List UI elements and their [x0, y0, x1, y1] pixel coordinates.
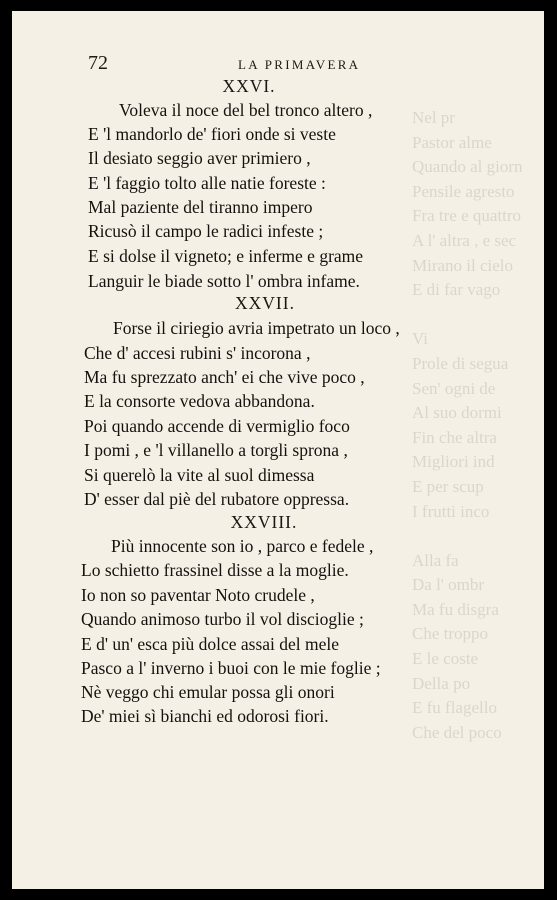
running-head — [88, 52, 528, 74]
verse-line: E d' un' esca più dolce assai del mele — [81, 634, 340, 654]
book-page — [12, 11, 544, 889]
verse-line: Io non so paventar Noto crudele , — [81, 585, 315, 605]
page-number: 72 — [88, 52, 108, 74]
verse-line: Pasco a l' inverno i buoi con le mie foglie ; — [81, 658, 381, 678]
stanza-number: XXVIII. — [230, 512, 298, 532]
running-title: LA PRIMAVERA — [238, 57, 361, 72]
verse-line: Quando animoso turbo il vol discioglie ; — [81, 609, 364, 629]
verse-line: De' miei sì bianchi ed odorosi fiori. — [81, 706, 329, 726]
verse-line: E la consorte vedova abbandona. — [84, 391, 315, 411]
verse-line: I pomi , e 'l villanello a torgli sprona , — [84, 440, 348, 460]
verse-line: Mal paziente del tiranno impero — [88, 197, 313, 217]
verse-line: Languir le biade sotto l' ombra infame. — [88, 271, 360, 291]
verse-line: Si querelò la vite al suol dimessa — [84, 465, 315, 485]
verse-line: E 'l mandorlo de' fiori onde si veste — [88, 124, 336, 144]
verse-line: D' esser dal piè del rubatore oppressa. — [84, 489, 350, 509]
verse-line: Ma fu sprezzato anch' ei che vive poco , — [84, 367, 365, 387]
verse-line: Che d' accesi rubini s' incorona , — [84, 343, 311, 363]
stanza-number: XXVII. — [235, 293, 295, 313]
verse-line: Il desiato seggio aver primiero , — [88, 148, 311, 168]
verse-line: Voleva il noce del bel tronco altero , — [119, 100, 373, 120]
stanza-number: XXVI. — [222, 76, 276, 96]
verse-line: E 'l faggio tolto alle natie foreste : — [88, 173, 326, 193]
verse-line: E si dolse il vigneto; e inferme e grame — [88, 246, 364, 266]
show-through-text: Nel pr Pastor alme Quando al giorn Pensile agresto Fra tre e quattro A l' altra , e sec Mirano il cielo E di far vago Vi Prole di segua Sen' ogni de Al suo dormi Fin che altra Migliori ind E per scup I frutti inco Alla fa Da l' ombr Ma fu disgra Che troppo E le coste Della po E fu flagello Che del poco — [412, 108, 523, 742]
verse-line: Lo schietto frassinel disse a la moglie. — [81, 560, 349, 580]
verse-line: Nè veggo chi emular possa gli onori — [81, 682, 335, 702]
verse-line: Forse il ciriegio avria impetrato un loco , — [113, 318, 400, 338]
verse-line: Poi quando accende di vermiglio foco — [84, 416, 350, 436]
verse-line: Ricusò il campo le radici infeste ; — [88, 221, 324, 241]
verse-line: Più innocente son io , parco e fedele , — [111, 536, 374, 556]
